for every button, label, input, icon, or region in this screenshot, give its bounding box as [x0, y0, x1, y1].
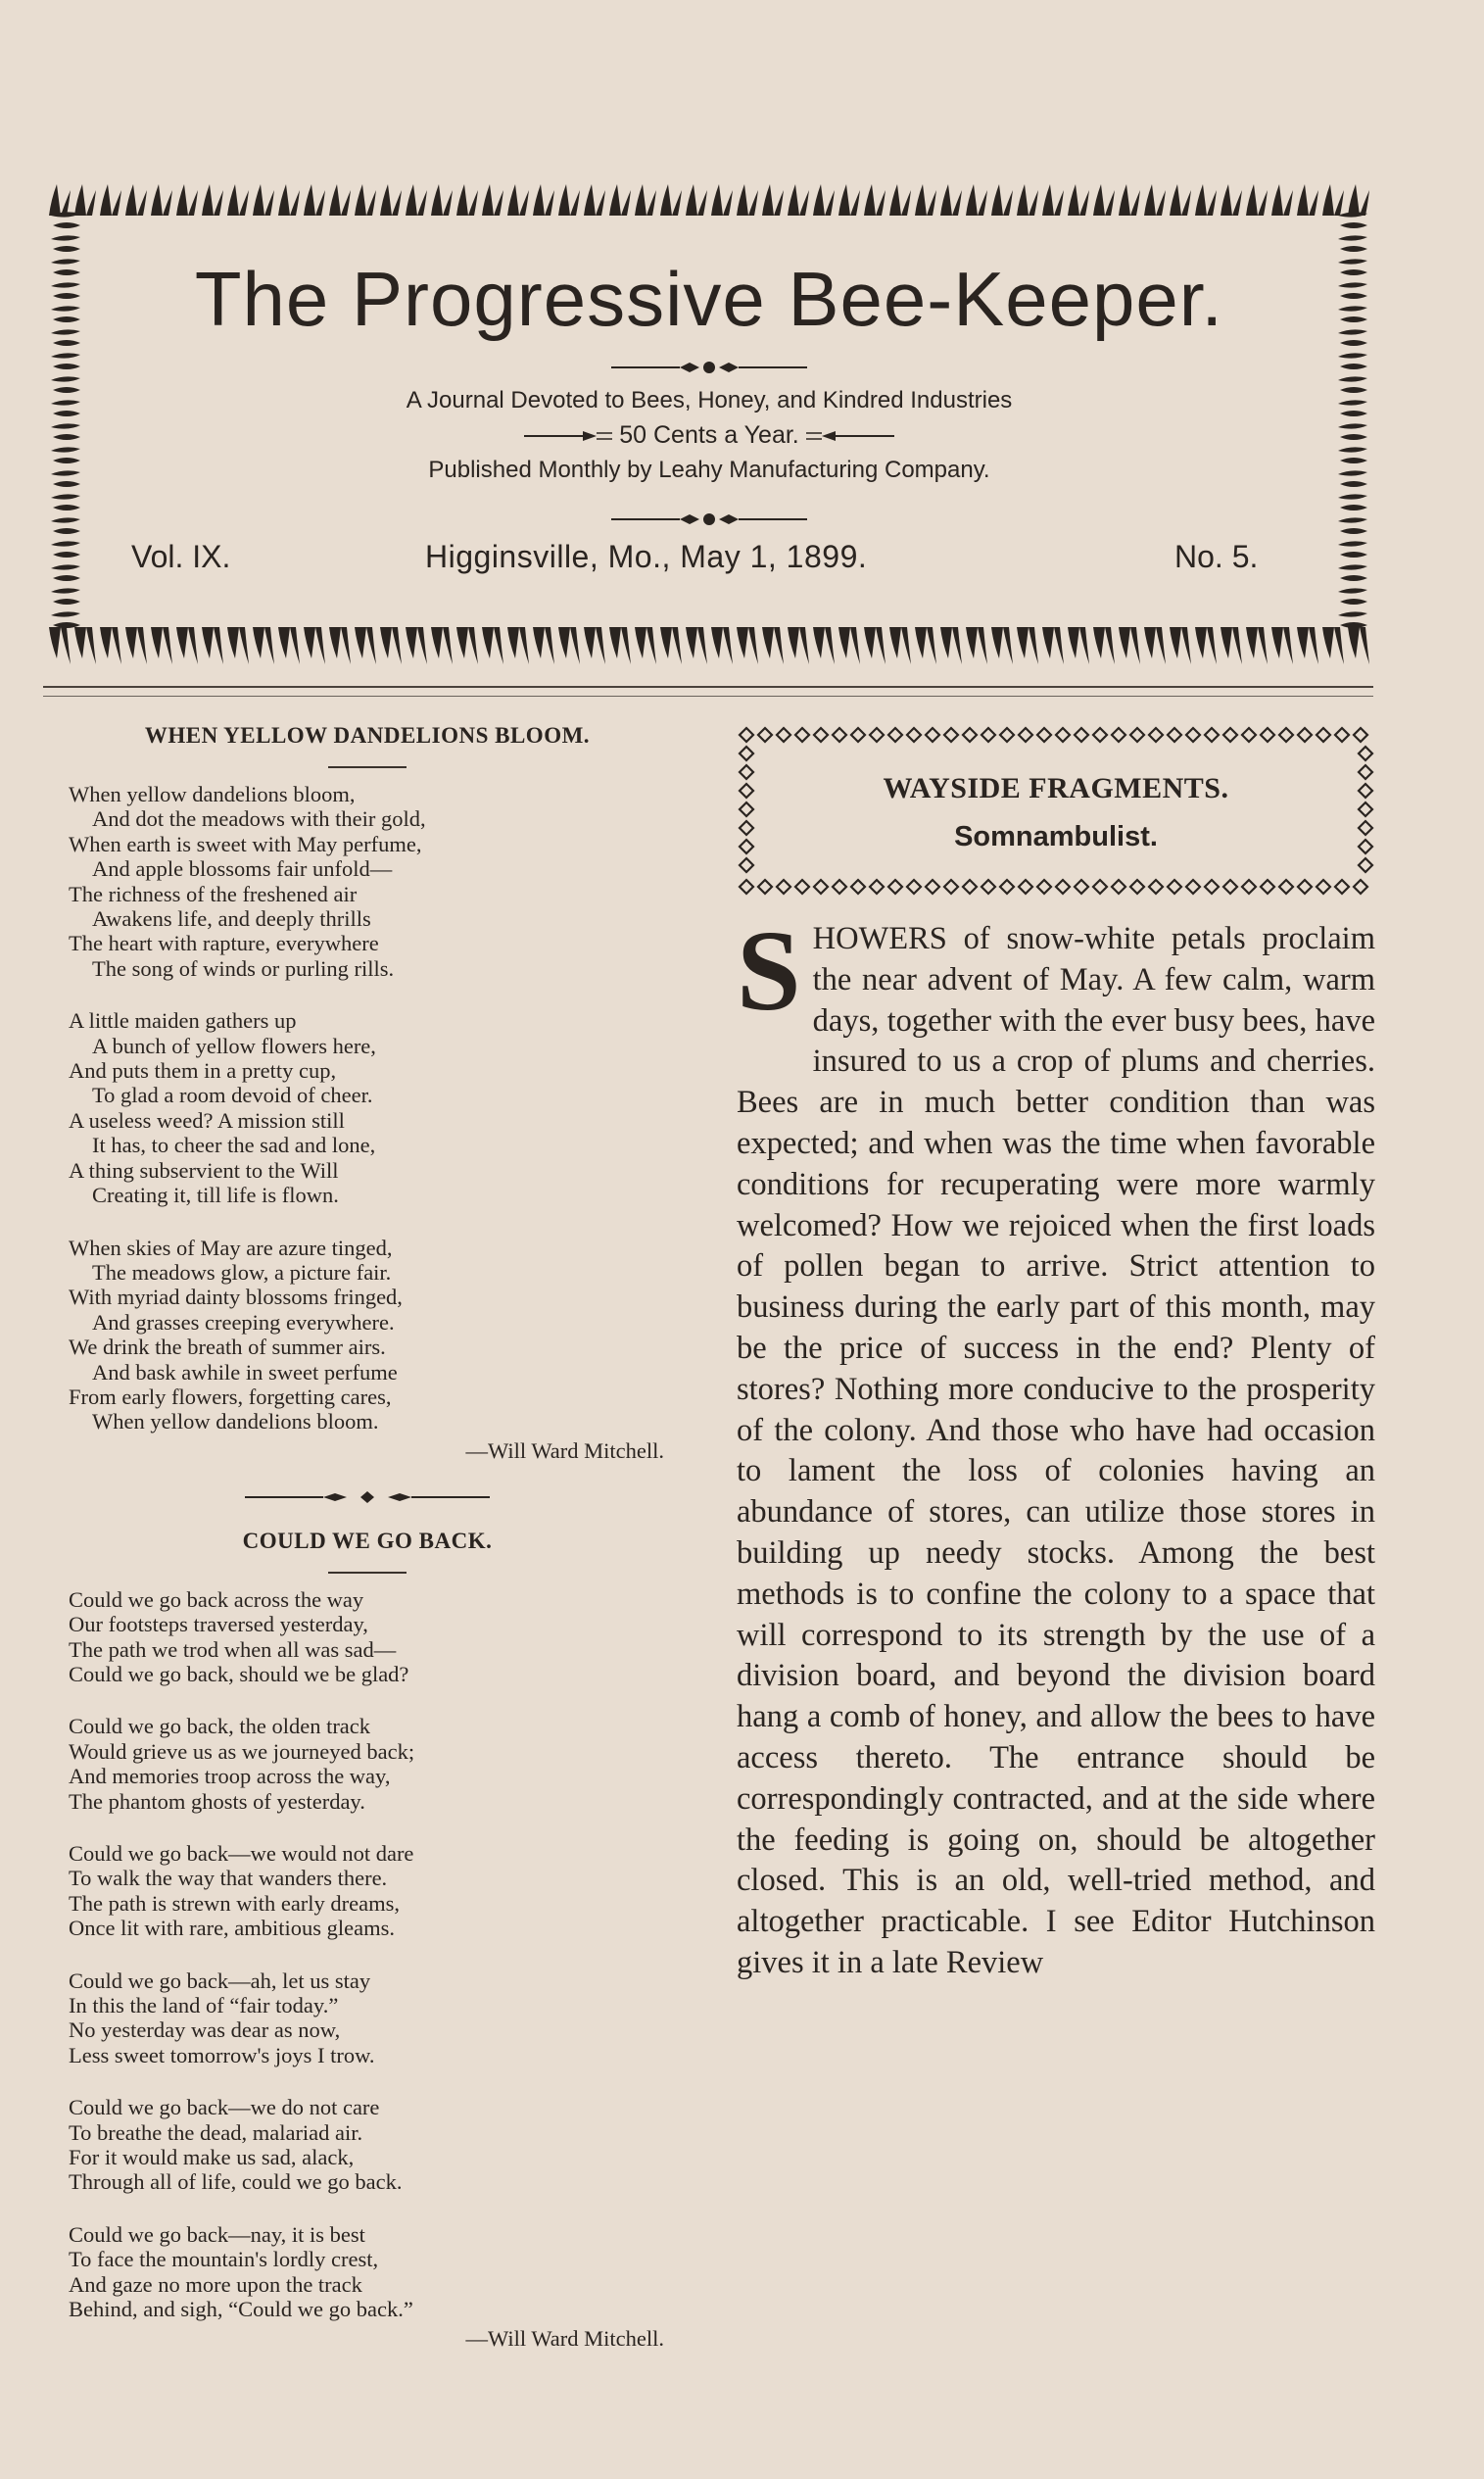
- leaf-border-top: [43, 176, 1375, 223]
- leaf-ornament: [864, 184, 886, 216]
- leaf-ornament: [227, 184, 249, 216]
- poem-line: To face the mountain's lordly crest,: [69, 2247, 379, 2272]
- leaf-ornament: [966, 184, 987, 216]
- leaf-ornament: [431, 627, 453, 664]
- diamond-ornament: [1279, 728, 1293, 742]
- leaf-ornament: [51, 212, 80, 228]
- diamond-ornament: [1354, 728, 1367, 742]
- leaf-ornament: [406, 627, 427, 664]
- diamond-ornament: [1223, 880, 1237, 894]
- leaf-ornament: [431, 184, 453, 216]
- leaf-ornament: [456, 627, 478, 664]
- leaf-ornament: [253, 627, 274, 664]
- leaf-ornament: [49, 627, 71, 664]
- leaf-ornament: [456, 184, 478, 216]
- leaf-ornament: [838, 184, 860, 216]
- poem-line: A thing subservient to the Will: [69, 1157, 339, 1183]
- diamond-ornament: [1037, 880, 1051, 894]
- leaf-ornament: [151, 184, 172, 216]
- poem-line: To walk the way that wanders there.: [69, 1866, 388, 1891]
- poem-title: WHEN YELLOW DANDELIONS BLOOM.: [144, 723, 591, 748]
- masthead-price-line: [43, 421, 1375, 450]
- diamond-ornament: [926, 728, 939, 742]
- poem-line: Could we go back, should we be glad?: [69, 1661, 409, 1686]
- diamond-ornament: [888, 728, 902, 742]
- poem-line: Once lit with rare, ambitious gleams.: [69, 1916, 396, 1941]
- leaf-ornament: [51, 494, 80, 510]
- diamond-ornament: [1205, 880, 1219, 894]
- section-separator: [245, 1489, 490, 1505]
- leaf-ornament: [1338, 212, 1367, 228]
- leaf-ornament: [533, 184, 554, 216]
- article-header-box: [737, 723, 1375, 899]
- leaf-ornament: [533, 627, 554, 664]
- leaf-ornament: [660, 184, 682, 216]
- leaf-ornament: [1338, 494, 1367, 510]
- poem-line: To glad a room devoid of cheer.: [92, 1083, 373, 1108]
- leaf-ornament: [737, 184, 758, 216]
- stanza: [69, 1714, 666, 1814]
- leaf-ornament: [253, 184, 274, 216]
- leaf-ornament: [991, 184, 1013, 216]
- diamond-ornament: [833, 728, 846, 742]
- diamond-ornament: [1316, 728, 1330, 742]
- leaf-ornament: [151, 627, 172, 664]
- leaf-ornament: [915, 184, 936, 216]
- poem-line: Less sweet tomorrow's joys I trow.: [69, 2042, 375, 2067]
- place-and-date: Higginsville, Mo., May 1, 1899.: [425, 539, 868, 574]
- article-first-word: HOWERS: [812, 921, 947, 956]
- poem-line: It has, to cheer the sad and lone,: [92, 1133, 376, 1158]
- diamond-ornament: [1298, 728, 1312, 742]
- leaf-ornament: [1246, 184, 1268, 216]
- diamond-ornament: [963, 728, 977, 742]
- leaf-ornament: [1322, 627, 1344, 664]
- leaf-ornament: [507, 184, 529, 216]
- poem-line: When skies of May are azure tinged,: [69, 1235, 393, 1260]
- diamond-ornament: [1186, 880, 1200, 894]
- masthead-price: 50 Cents a Year.: [619, 421, 799, 449]
- article-body: [737, 906, 1375, 1984]
- leaf-ornament: [51, 353, 80, 369]
- leaf-ornament: [278, 184, 300, 216]
- leaf-ornament: [966, 627, 987, 664]
- leaf-ornament: [940, 184, 962, 216]
- leaf-ornament: [176, 627, 198, 664]
- leaf-ornament: [991, 627, 1013, 664]
- diamond-ornament: [1298, 880, 1312, 894]
- poem-line: The phantom ghosts of yesterday.: [69, 1788, 365, 1814]
- leaf-ornament: [635, 627, 656, 664]
- poems-column: [69, 723, 666, 2352]
- leaf-ornament: [1119, 184, 1140, 216]
- poem-line: Through all of life, could we go back.: [69, 2169, 403, 2195]
- leaf-ornament: [889, 184, 911, 216]
- leaf-ornament: [100, 627, 121, 664]
- leaf-ornament: [889, 627, 911, 664]
- diamond-ornament: [1316, 880, 1330, 894]
- poem-line: To breathe the dead, malariad air.: [69, 2119, 363, 2145]
- dateline: [43, 539, 1375, 578]
- diamond-ornament: [1335, 728, 1349, 742]
- leaf-ornament: [1221, 184, 1242, 216]
- poem-line: From early flowers, forgetting cares,: [69, 1384, 392, 1409]
- diamond-ornament: [833, 880, 846, 894]
- leaf-ornament: [1170, 184, 1191, 216]
- leaf-ornament: [1271, 184, 1293, 216]
- poem-line: Could we go back across the way: [69, 1586, 364, 1612]
- leaf-ornament: [355, 627, 376, 664]
- poem-line: And dot the meadows with their gold,: [92, 806, 426, 832]
- leaf-ornament: [507, 627, 529, 664]
- leaf-ornament: [1017, 627, 1038, 664]
- leaf-ornament: [940, 627, 962, 664]
- diamond-ornament: [926, 880, 939, 894]
- leaf-ornament: [329, 627, 351, 664]
- leaf-ornament: [406, 184, 427, 216]
- leaf-ornament: [584, 627, 605, 664]
- diamond-ornament: [1149, 728, 1163, 742]
- diamond-ornament: [1075, 728, 1088, 742]
- leaf-ornament: [762, 627, 784, 664]
- poem-line: In this the land of “fair today.”: [69, 1993, 339, 2018]
- leaf-border-bottom: [43, 619, 1375, 666]
- poem-line: We drink the breath of summer airs.: [69, 1335, 386, 1360]
- poem-line: Could we go back—ah, let us stay: [69, 1968, 371, 1993]
- article-text: of snow-white petals proclaim the near advent of May. A few calm, warm days, together with the ever busy bees, have insured to us a crop of plums and cherries. Bees are in much better condition than was expected; and when was the time when favorable conditions for recuperating were more warmly welcomed? How we rejoiced when the first loads of pollen began to arrive. Strict attention to business during the early part of this month, may be the price of success in the end? Plenty of stores? Nothing more conducive to the prosperity of the colony. And those who have had occasion to lament the loss of colonies having an abundance of stores, can utilize those stores in building up needy stocks. Among the best methods is to confine the colony to a space that will correspond to its strength by the use of a division board, and beyond the division board hang a comb of honey, and allow the bees to have access thereto. The entrance should be correspondingly contracted, and at the side where the feeding is going on, should be altogether closed. This is an old, well-tried method, and altogether practicable. I see Editor Hutchinson gives it in a late Review: [737, 921, 1375, 1980]
- drop-cap: S: [737, 906, 801, 1035]
- stanza: [69, 2095, 666, 2195]
- stanza: [69, 1587, 666, 1687]
- diamond-ornament: [1242, 880, 1256, 894]
- poem-line: Our footsteps traversed yesterday,: [69, 1612, 368, 1637]
- leaf-ornament: [1246, 627, 1268, 664]
- leaf-ornament: [51, 235, 80, 252]
- leaf-ornament: [1119, 627, 1140, 664]
- leaf-ornament: [304, 627, 325, 664]
- leaf-ornament: [1093, 627, 1115, 664]
- masthead: [43, 176, 1375, 666]
- poem-line: Creating it, till life is flown.: [92, 1183, 339, 1208]
- poem-line: A useless weed? A mission still: [69, 1107, 345, 1133]
- diamond-ornament: [740, 728, 753, 742]
- leaf-ornament: [380, 627, 402, 664]
- diamond-ornament: [1019, 728, 1032, 742]
- poem-line: The path is strewn with early dreams,: [69, 1890, 401, 1916]
- diamond-ornament: [981, 880, 995, 894]
- diamond-ornament: [1112, 728, 1125, 742]
- diamond-ornament: [795, 880, 809, 894]
- issue-number: No. 5.: [1174, 539, 1259, 574]
- leaf-ornament: [609, 627, 631, 664]
- leaf-ornament: [711, 184, 733, 216]
- leaf-ornament: [1297, 627, 1318, 664]
- leaf-ornament: [558, 627, 580, 664]
- poem-author: —Will Ward Mitchell.: [465, 2325, 664, 2351]
- diamond-ornament: [851, 728, 865, 742]
- poem-line: When yellow dandelions bloom.: [92, 1409, 379, 1434]
- poem-title: COULD WE GO BACK.: [242, 1528, 493, 1553]
- poem-line: The meadows glow, a picture fair.: [92, 1259, 392, 1285]
- article-byline: Somnambulist.: [954, 821, 1158, 852]
- diamond-ornament: [944, 880, 958, 894]
- leaf-ornament: [1093, 184, 1115, 216]
- leaf-ornament: [482, 627, 503, 664]
- leaf-ornament: [304, 184, 325, 216]
- leaf-ornament: [864, 627, 886, 664]
- diamond-ornament: [1359, 858, 1372, 872]
- poem-line: And bask awhile in sweet perfume: [92, 1359, 398, 1385]
- leaf-ornament: [1271, 627, 1293, 664]
- leaf-ornament: [1348, 627, 1369, 664]
- diamond-ornament: [870, 880, 884, 894]
- poem-line: And memories troop across the way,: [69, 1764, 391, 1789]
- leaf-ornament: [686, 184, 707, 216]
- flourish-ornament: [611, 358, 807, 377]
- diamond-ornament: [1354, 880, 1367, 894]
- poem-line: A bunch of yellow flowers here,: [92, 1033, 376, 1058]
- masthead-publisher: Published Monthly by Leahy Manufacturing Company.: [428, 457, 990, 483]
- leaf-ornament: [1042, 627, 1064, 664]
- poem-line: The path we trod when all was sad—: [69, 1636, 397, 1662]
- poem-line: And puts them in a pretty cup,: [69, 1058, 337, 1084]
- diamond-ornament: [1242, 728, 1256, 742]
- leaf-ornament: [1195, 184, 1217, 216]
- leaf-ornament: [51, 517, 80, 534]
- leaf-ornament: [227, 627, 249, 664]
- leaf-ornament: [202, 184, 223, 216]
- stanza: [69, 782, 666, 981]
- leaf-ornament: [609, 184, 631, 216]
- leaf-ornament: [125, 627, 147, 664]
- leaf-ornament: [558, 184, 580, 216]
- poem-line: Could we go back—we would not dare: [69, 1841, 414, 1866]
- title-rule: [328, 1572, 407, 1574]
- leaf-ornament: [1068, 627, 1089, 664]
- stanza: [69, 1008, 666, 1207]
- poem-line: The song of winds or purling rills.: [92, 955, 395, 981]
- leaf-ornament: [1221, 627, 1242, 664]
- diamond-ornament: [1261, 728, 1274, 742]
- poem-line: A little maiden gathers up: [69, 1008, 297, 1034]
- leaf-ornament: [1195, 627, 1217, 664]
- leaf-ornament: [1338, 588, 1367, 605]
- diamond-ornament: [851, 880, 865, 894]
- diamond-ornament: [795, 728, 809, 742]
- leaf-ornament: [1170, 627, 1191, 664]
- leaf-ornament: [788, 627, 809, 664]
- leaf-ornament: [329, 184, 351, 216]
- title-rule: [328, 766, 407, 768]
- diamond-ornament: [1168, 880, 1181, 894]
- diamond-ornament: [1075, 880, 1088, 894]
- diamond-ornament: [1019, 880, 1032, 894]
- leaf-ornament: [1068, 184, 1089, 216]
- leaf-ornament: [380, 184, 402, 216]
- poem-line: The heart with rapture, everywhere: [69, 931, 379, 956]
- poem-line: For it would make us sad, alack,: [69, 2145, 355, 2170]
- stanza: [69, 1841, 666, 1941]
- volume-number: Vol. IX.: [131, 539, 231, 574]
- diamond-ornament: [1000, 880, 1014, 894]
- stanza: [69, 1969, 666, 2068]
- article-column: [737, 723, 1379, 1984]
- poem-body: [69, 782, 666, 1434]
- diamond-ornament: [1130, 880, 1144, 894]
- poem-line: The richness of the freshened air: [69, 881, 358, 906]
- leaf-ornament: [355, 184, 376, 216]
- diamond-ornament: [1056, 880, 1070, 894]
- leaf-ornament: [686, 627, 707, 664]
- leaf-ornament: [838, 627, 860, 664]
- leaf-ornament: [74, 627, 96, 664]
- arrow-ornament-left: [524, 429, 612, 443]
- leaf-ornament: [482, 184, 503, 216]
- diamond-ornament: [740, 880, 753, 894]
- leaf-ornament: [1017, 184, 1038, 216]
- diamond-ornament: [1335, 880, 1349, 894]
- leaf-ornament: [1297, 184, 1318, 216]
- poem-line: And grasses creeping everywhere.: [92, 1309, 395, 1335]
- leaf-ornament: [915, 627, 936, 664]
- leaf-ornament: [176, 184, 198, 216]
- leaf-ornament: [100, 184, 121, 216]
- leaf-ornament: [51, 588, 80, 605]
- diamond-ornament: [870, 728, 884, 742]
- leaf-ornament: [1338, 235, 1367, 252]
- poem-line: With myriad dainty blossoms fringed,: [69, 1285, 403, 1310]
- diamond-ornament: [944, 728, 958, 742]
- poem-line: And gaze no more upon the track: [69, 2271, 362, 2297]
- diamond-ornament: [1093, 728, 1107, 742]
- leaf-ornament: [737, 627, 758, 664]
- diamond-ornament: [740, 747, 753, 760]
- diamond-ornament: [1223, 728, 1237, 742]
- leaf-ornament: [813, 184, 835, 216]
- diamond-ornament: [1279, 880, 1293, 894]
- poem-line: Could we go back—nay, it is best: [69, 2221, 365, 2247]
- diamond-ornament: [1000, 728, 1014, 742]
- flourish-ornament: [611, 510, 807, 529]
- poem-author: —Will Ward Mitchell.: [465, 1437, 664, 1463]
- leaf-ornament: [1144, 627, 1166, 664]
- leaf-ornament: [125, 184, 147, 216]
- stanza: [69, 2222, 666, 2322]
- leaf-ornament: [660, 627, 682, 664]
- diamond-ornament: [981, 728, 995, 742]
- diamond-ornament: [888, 880, 902, 894]
- leaf-ornament: [762, 184, 784, 216]
- masthead-title: The Progressive Bee-Keeper.: [194, 256, 1224, 342]
- poem-line: And apple blossoms fair unfold—: [92, 856, 393, 882]
- poem-line: When yellow dandelions bloom,: [69, 782, 356, 806]
- masthead-subtitle: A Journal Devoted to Bees, Honey, and Kindred Industries: [406, 387, 1013, 413]
- diamond-ornament: [907, 880, 921, 894]
- poem-line: Could we go back—we do not care: [69, 2095, 380, 2120]
- diamond-ornament: [1168, 728, 1181, 742]
- diamond-ornament: [1205, 728, 1219, 742]
- masthead-rule: [43, 686, 1373, 697]
- diamond-ornament: [1093, 880, 1107, 894]
- poem-line: When earth is sweet with May perfume,: [69, 831, 422, 856]
- leaf-ornament: [584, 184, 605, 216]
- poem-line: Behind, and sigh, “Could we go back.”: [69, 2297, 413, 2322]
- diamond-ornament: [740, 858, 753, 872]
- diamond-ornament: [1359, 747, 1372, 760]
- leaf-ornament: [788, 184, 809, 216]
- diamond-ornament: [814, 728, 828, 742]
- poem-line: Would grieve us as we journeyed back;: [69, 1738, 415, 1764]
- poem-body: [69, 1587, 666, 2322]
- article-title: WAYSIDE FRAGMENTS.: [883, 772, 1229, 804]
- diamond-ornament: [777, 880, 790, 894]
- diamond-ornament: [1112, 880, 1125, 894]
- arrow-ornament-right: [806, 429, 894, 443]
- leaf-ornament: [1338, 353, 1367, 369]
- diamond-ornament: [1130, 728, 1144, 742]
- diamond-ornament: [963, 880, 977, 894]
- leaf-ornament: [1144, 184, 1166, 216]
- diamond-ornament: [907, 728, 921, 742]
- leaf-ornament: [711, 627, 733, 664]
- diamond-ornament: [1149, 880, 1163, 894]
- stanza: [69, 1236, 666, 1434]
- leaf-ornament: [1042, 184, 1064, 216]
- diamond-ornament: [758, 880, 772, 894]
- leaf-ornament: [278, 627, 300, 664]
- leaf-ornament: [635, 184, 656, 216]
- diamond-ornament: [758, 728, 772, 742]
- diamond-ornament: [1261, 880, 1274, 894]
- diamond-ornament: [1037, 728, 1051, 742]
- leaf-ornament: [202, 627, 223, 664]
- diamond-ornament: [814, 880, 828, 894]
- poem-line: No yesterday was dear as now,: [69, 2017, 341, 2043]
- diamond-ornament: [1056, 728, 1070, 742]
- diamond-ornament: [1186, 728, 1200, 742]
- leaf-ornament: [1338, 517, 1367, 534]
- leaf-ornament: [813, 627, 835, 664]
- poem-line: Could we go back, the olden track: [69, 1714, 371, 1739]
- diamond-border: [737, 723, 1375, 899]
- diamond-ornament: [777, 728, 790, 742]
- poem-line: Awakens life, and deeply thrills: [92, 906, 371, 932]
